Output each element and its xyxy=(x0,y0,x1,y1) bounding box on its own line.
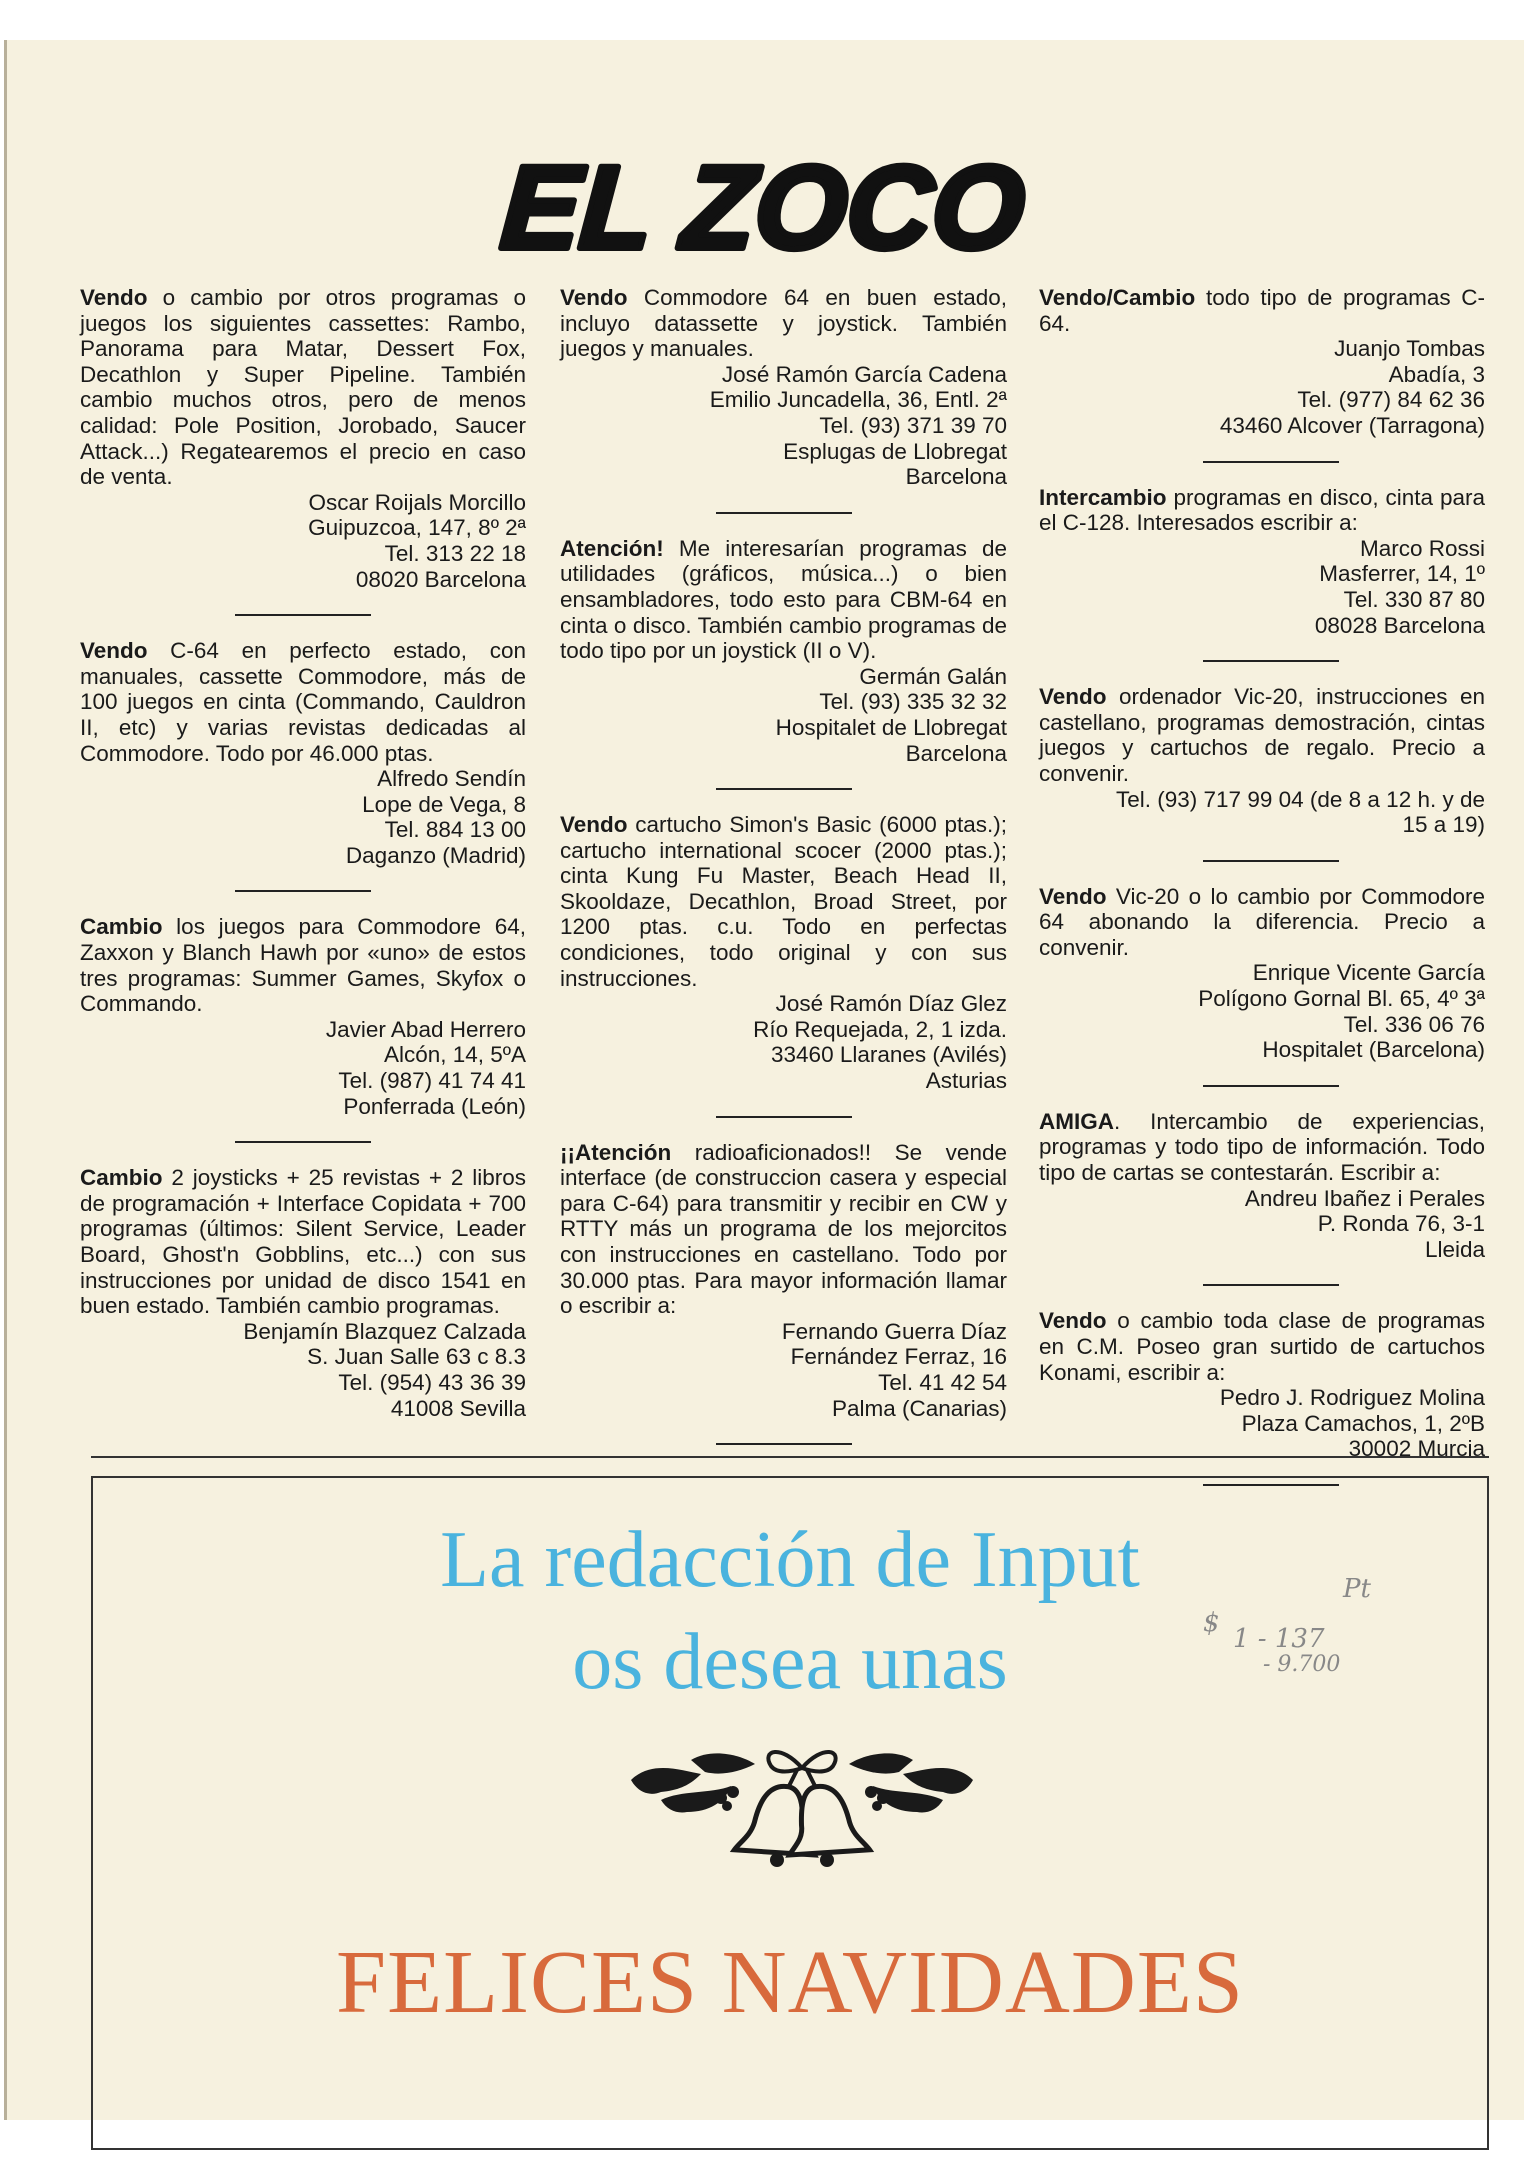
classified-ad xyxy=(80,285,526,592)
ad-text: programas en disco, cinta para el C-128. Interesados escribir a: xyxy=(1039,484,1485,536)
classified-ad xyxy=(1039,1109,1485,1263)
masthead-title: EL ZOCO xyxy=(497,142,1029,274)
ad-contact-line: Tel. 313 22 18 xyxy=(384,540,526,566)
ad-body xyxy=(1039,884,1485,961)
ad-contact xyxy=(560,362,1007,490)
ad-contact-line: Oscar Roijals Morcillo xyxy=(308,489,526,515)
ad-contact xyxy=(1039,336,1485,438)
ad-separator xyxy=(716,1443,852,1445)
ad-contact xyxy=(1039,1186,1485,1263)
ad-body xyxy=(1039,1109,1485,1186)
ad-contact-line: Tel. (954) 43 36 39 xyxy=(338,1369,526,1395)
ad-contact-line: Juanjo Tombas xyxy=(1334,336,1485,362)
ad-contact-line: Enrique Vicente García xyxy=(1252,960,1485,986)
greeting-line-2: os desea unas xyxy=(572,1618,1008,1706)
ad-contact-line: Emilio Juncadella, 36, Entl. 2ª xyxy=(709,387,1007,413)
ad-text: radioaficionados!! Se vende interface (de construccion casera y especial para C-64) para transmitir y recibir en CW y RTTY más un programa de los mejorcitos con instrucciones en castellano. Todo por 30.000 ptas. Para mayor información llamar o escribir a: xyxy=(560,1139,1007,1319)
classified-ad xyxy=(1039,684,1485,838)
column-2 xyxy=(560,285,1007,1467)
ad-separator xyxy=(1203,1085,1339,1087)
ad-contact-line: Marco Rossi xyxy=(1359,535,1485,561)
ad-contact-line: Benjamín Blazquez Calzada xyxy=(243,1318,526,1344)
ad-body xyxy=(80,1165,526,1319)
ad-body xyxy=(560,285,1007,362)
ad-contact-line: Germán Galán xyxy=(859,663,1007,689)
ad-lead-word: Vendo xyxy=(1039,684,1107,710)
ad-contact-line: Tel. (93) 335 32 32 xyxy=(819,689,1007,715)
ad-separator xyxy=(1203,860,1339,862)
pencil-mark-d: - 9.700 xyxy=(1263,1652,1341,1677)
ad-contact-line: Tel. (93) 371 39 70 xyxy=(819,412,1007,438)
ad-contact-line: Daganzo (Madrid) xyxy=(345,842,526,868)
ad-body xyxy=(560,1140,1007,1319)
classified-ad xyxy=(1039,485,1485,639)
ad-contact-line: José Ramón Díaz Glez xyxy=(775,991,1007,1017)
ad-contact-line: Barcelona xyxy=(905,464,1007,490)
classified-ad xyxy=(1039,884,1485,1063)
ad-contact-line: 08028 Barcelona xyxy=(1314,612,1485,638)
ad-contact xyxy=(1039,536,1485,638)
ad-lead-word: Vendo xyxy=(560,812,628,838)
classified-ad xyxy=(560,812,1007,1094)
ad-contact-line: Lope de Vega, 8 xyxy=(362,791,526,817)
ad-contact-line: Tel. 330 87 80 xyxy=(1343,586,1485,612)
ad-contact-line: Alcón, 14, 5ºA xyxy=(383,1042,526,1068)
ad-lead-word: Vendo/Cambio xyxy=(1039,285,1196,310)
ad-contact xyxy=(1039,1385,1485,1462)
ad-text: ordenador Vic-20, instrucciones en castellano, programas demostración, cintas juegos y cartuchos de regalo. Precio a convenir. xyxy=(1039,684,1485,786)
ad-contact-line: Abadía, 3 xyxy=(1388,361,1485,387)
ad-body xyxy=(80,914,526,1016)
ad-text: Me interesarían programas de utilidades (gráficos, música...) o bien ensambladores, todo esto para CBM-64 en cinta o disco. También cambio programas de todo tipo por un joystick (II o V). xyxy=(560,535,1007,664)
ad-contact xyxy=(560,1319,1007,1421)
ad-contact-line: Barcelona xyxy=(905,740,1007,766)
ad-contact-line: 15 a 19) xyxy=(1402,812,1485,838)
ad-contact-line: Tel. 336 06 76 xyxy=(1343,1011,1485,1037)
ad-lead-word: Cambio xyxy=(80,914,163,940)
ad-contact-line: Tel. (987) 41 74 41 xyxy=(338,1068,526,1094)
ad-contact-line: Lleida xyxy=(1424,1236,1485,1262)
classified-ad xyxy=(560,536,1007,766)
classified-ad xyxy=(1039,1308,1485,1462)
ad-contact xyxy=(1039,787,1485,838)
el-zoco-logo xyxy=(497,120,1029,280)
ad-lead-word: AMIGA xyxy=(1039,1108,1114,1134)
ad-body xyxy=(560,536,1007,664)
ad-body xyxy=(560,812,1007,991)
ad-separator xyxy=(235,614,371,616)
ad-contact-line: Alfredo Sendín xyxy=(377,766,526,792)
column-1 xyxy=(80,285,526,1421)
ad-contact-line: Guipuzcoa, 147, 8º 2ª xyxy=(308,515,526,541)
ad-contact-line: Fernández Ferraz, 16 xyxy=(790,1344,1007,1370)
masthead-logo xyxy=(497,120,1029,280)
classified-ad xyxy=(80,914,526,1119)
ad-lead-word: Vendo xyxy=(1039,883,1107,909)
ad-contact-line: Río Requejada, 2, 1 izda. xyxy=(753,1016,1007,1042)
handwritten-note xyxy=(1203,1574,1443,1684)
ad-contact-line: Andreu Ibañez i Perales xyxy=(1244,1185,1485,1211)
ad-body xyxy=(1039,485,1485,536)
ad-contact-line: Hospitalet (Barcelona) xyxy=(1262,1037,1485,1063)
ad-body xyxy=(1039,684,1485,786)
greeting-line-1: La redacción de Input xyxy=(440,1516,1140,1604)
ad-contact xyxy=(80,490,526,592)
ad-text: 2 joysticks + 25 revistas + 2 libros de programación + Interface Copidata + 700 programas (últimos: Silent Service, Leader Board, Ghost'n Gobblins, etc...) con sus instrucciones por unidad de disco 1541 en buen estado. También cambio programas. xyxy=(80,1165,526,1319)
ad-contact-line: 08020 Barcelona xyxy=(355,566,526,592)
ad-contact-line: Asturias xyxy=(925,1068,1007,1094)
greeting-felices-navidades: FELICES NAVIDADES xyxy=(336,1933,1244,2032)
ad-contact-line: Tel. (977) 84 62 36 xyxy=(1297,387,1485,413)
ad-contact-line: Fernando Guerra Díaz xyxy=(781,1318,1007,1344)
pencil-mark-c: 1 - 137 xyxy=(1233,1624,1325,1654)
ad-separator xyxy=(1203,461,1339,463)
ad-contact-line: 41008 Sevilla xyxy=(390,1395,526,1421)
ad-contact-line: 43460 Alcover (Tarragona) xyxy=(1219,412,1485,438)
ad-contact xyxy=(80,766,526,868)
ad-contact-line: Ponferrada (León) xyxy=(343,1093,526,1119)
classified-ad xyxy=(1039,285,1485,439)
ad-lead-word: Cambio xyxy=(80,1165,163,1191)
ad-contact-line: Tel. 884 13 00 xyxy=(384,817,526,843)
ad-lead-word: ¡¡Atención xyxy=(560,1139,672,1165)
ad-separator xyxy=(1203,1284,1339,1286)
ad-text: los juegos para Commodore 64, Zaxxon y Blanch Hawh por «uno» de estos tres programas: Summer Games, Skyfox o Commando. xyxy=(80,914,526,1017)
ad-text: C-64 en perfecto estado, con manuales, cassette Commodore, más de 100 juegos en cinta (Commando, Cauldron II, etc) y varias revistas dedicadas al Commodore. Todo por 46.000 ptas. xyxy=(80,638,526,766)
ad-text: o cambio toda clase de programas en C.M. Poseo gran surtido de cartuchos Konami, escribir a: xyxy=(1039,1308,1485,1385)
ad-contact-line: Polígono Gornal Bl. 65, 4º 3ª xyxy=(1198,986,1485,1012)
ad-lead-word: Vendo xyxy=(560,285,628,310)
ad-body xyxy=(80,285,526,490)
ad-text: todo tipo de programas C-64. xyxy=(1039,285,1485,336)
ad-contact-line: Plaza Camachos, 1, 2ºB xyxy=(1241,1410,1485,1436)
ad-contact-line: 33460 Llaranes (Avilés) xyxy=(771,1042,1007,1068)
ad-separator xyxy=(716,512,852,514)
ad-contact-line: P. Ronda 76, 3-1 xyxy=(1317,1211,1485,1237)
ad-text: cartucho Simon's Basic (6000 ptas.); cartucho international scocer (2000 ptas.); cinta Kung Fu Master, Beach Head II, Skooldaze, Decathlon, Broad Street, por 1200 ptas. c.u. Todo en perfectas condiciones, todo original y con sus instrucciones. xyxy=(560,812,1007,991)
ad-text: Vic-20 o lo cambio por Commodore 64 abonando la diferencia. Precio a convenir. xyxy=(1039,883,1485,960)
ad-contact xyxy=(1039,960,1485,1062)
ad-lead-word: Vendo xyxy=(80,285,148,310)
ad-separator xyxy=(235,1141,371,1143)
ad-contact-line: Tel. 41 42 54 xyxy=(878,1369,1007,1395)
ad-contact-line: Tel. (93) 717 99 04 (de 8 a 12 h. y de xyxy=(1116,786,1485,812)
christmas-bells-icon xyxy=(621,1740,983,1868)
ad-contact xyxy=(80,1017,526,1119)
ad-body xyxy=(1039,1308,1485,1385)
ad-body xyxy=(80,638,526,766)
ad-body xyxy=(1039,285,1485,336)
ad-text: . Intercambio de experiencias, programas y todo tipo de información. Todo tipo de cartas se contestarán. Escribir a: xyxy=(1039,1108,1485,1186)
magazine-page xyxy=(4,40,1524,2120)
ad-text: Commodore 64 en buen estado, incluyo datassette y joystick. También juegos y manuales. xyxy=(560,285,1007,362)
ad-lead-word: Intercambio xyxy=(1039,484,1167,510)
ad-separator xyxy=(716,1116,852,1118)
ad-contact xyxy=(560,991,1007,1093)
ad-lead-word: Vendo xyxy=(1039,1308,1107,1334)
ad-contact-line: 30002 Murcia xyxy=(1348,1436,1485,1462)
ad-contact xyxy=(560,664,1007,766)
ad-lead-word: Vendo xyxy=(80,638,148,664)
ad-separator xyxy=(716,788,852,790)
ad-text: o cambio por otros programas o juegos los siguientes cassettes: Rambo, Panorama para Matar, Dessert Fox, Decathlon y Super Pipeline. También cambio muchos otros, pero de menos calidad: Pole Position, Jorobado, Saucer Attack...) Regatearemos el precio en caso de venta. xyxy=(80,285,526,490)
section-divider xyxy=(91,1456,1489,1458)
column-3 xyxy=(1039,285,1485,1508)
ad-contact xyxy=(80,1319,526,1421)
ad-contact-line: Pedro J. Rodriguez Molina xyxy=(1219,1385,1485,1411)
ad-contact-line: Javier Abad Herrero xyxy=(325,1016,526,1042)
christmas-greeting-box xyxy=(91,1476,1489,2150)
classified-ad xyxy=(80,1165,526,1421)
ad-contact-line: Palma (Canarias) xyxy=(831,1395,1007,1421)
ad-contact-line: Hospitalet de Llobregat xyxy=(775,714,1007,740)
ad-separator xyxy=(235,890,371,892)
ad-separator xyxy=(1203,660,1339,662)
ad-contact-line: Esplugas de Llobregat xyxy=(783,438,1007,464)
ad-contact-line: José Ramón García Cadena xyxy=(721,361,1007,387)
ad-contact-line: Masferrer, 14, 1º xyxy=(1319,561,1485,587)
pencil-mark-b: $ xyxy=(1203,1608,1220,1638)
classified-ad xyxy=(560,1140,1007,1422)
ad-contact-line: S. Juan Salle 63 c 8.3 xyxy=(307,1344,526,1370)
classified-ad xyxy=(560,285,1007,490)
classified-ad xyxy=(80,638,526,868)
pencil-mark-a: Pt xyxy=(1343,1574,1371,1604)
ad-lead-word: Atención! xyxy=(560,535,664,561)
